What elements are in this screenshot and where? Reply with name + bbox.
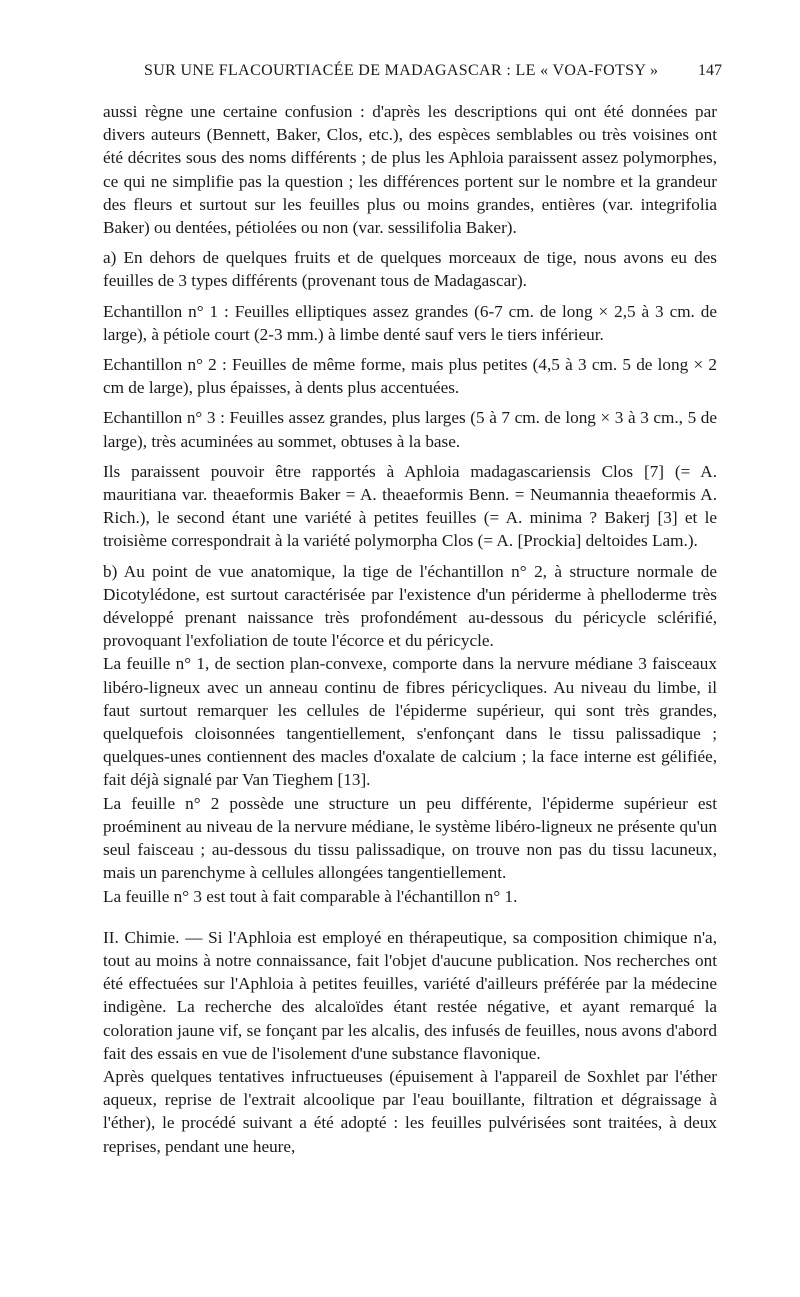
paragraph: aussi règne une certaine confusion : d'après les descriptions qui ont été données par divers auteurs (Bennett, Baker, Clos, etc.), des espèces semblables ou très voisines ont été décrites sous des noms différents ; de plus les Aphloia paraissent assez polymorphes, ce qui ne simplifie pas la question ; les différences portent sur le nombre et la grandeur des fleurs et surtout sur les feuilles plus ou moins grandes, entières (var. integrifolia Baker) ou dentées, pétiolées ou non (var. sessilifolia Baker). xyxy=(103,102,717,238)
paragraph: La feuille n° 2 possède une structure un peu différente, l'épiderme supérieur est proéminent au niveau de la nervure médiane, le système libéro-ligneux ne présente qu'un seul faisceau ; au-dessous du tissu palissadique, on trouve non pas du tissu lacuneux, mais un parenchyme à cellules allongées tangentiellement. xyxy=(103,793,717,883)
running-title: SUR UNE FLACOURTIACÉE DE MADAGASCAR : LE « VOA-FOTSY » xyxy=(144,62,659,79)
body-text xyxy=(103,100,717,1158)
paragraph: La feuille n° 3 est tout à fait comparable à l'échantillon n° 1. xyxy=(103,886,518,906)
paragraph: Echantillon n° 1 : Feuilles elliptiques assez grandes (6-7 cm. de long × 2,5 à 3 cm. de large), à pétiole court (2-3 mm.) à limbe denté sauf vers le tiers inférieur. xyxy=(103,301,717,344)
page-number: 147 xyxy=(698,62,722,79)
paragraph: b) Au point de vue anatomique, la tige de l'échantillon n° 2, à structure normale de Dicotylédone, est surtout caractérisée par l'existence d'un périderme à phelloderme très développé prenant naissance très profondément au-dessous du péricycle sclérifié, provoquant l'exfoliation de toute l'écorce et du péricycle. xyxy=(103,561,717,651)
paragraph: II. Chimie. — Si l'Aphloia est employé en thérapeutique, sa composition chimique n'a, tout au moins à notre connaissance, fait l'objet d'aucune publication. Nos recherches ont été effectuées sur l'Aphloia à petites feuilles, variété d'ailleurs préférée par la médecine indigène. La recherche des alcaloïdes étant restée négative, et ayant remarqué la coloration jaune vif, se fonçant par les alcalis, des infusés de feuilles, nous avons d'abord fait des essais en vue de l'isolement d'une substance flavonique. xyxy=(103,927,717,1063)
paragraph: Ils paraissent pouvoir être rapportés à Aphloia madagascariensis Clos [7] (= A. mauritiana var. theaeformis Baker = A. theaeformis Benn. = Neumannia theaeformis A. Rich.), le second étant une variété à petites feuilles (= A. minima ? Bakerj [3] et le troisième correspondrait à la variété polymorpha Clos (= A. [Prockia] deltoides Lam.). xyxy=(103,461,717,551)
paragraph: La feuille n° 1, de section plan-convexe, comporte dans la nervure médiane 3 faisceaux libéro-ligneux avec un anneau continu de fibres péricycliques. Au niveau du limbe, il faut surtout remarquer les cellules de l'épiderme supérieur, qui sont très grandes, quelquefois cloisonnées tangentiellement, s'enfonçant dans le tissu palissadique ; quelques-unes contiennent des macles d'oxalate de calcium ; la face interne est gélifiée, fait déjà signalé par Van Tieghem [13]. xyxy=(103,654,717,790)
paragraph: Echantillon n° 3 : Feuilles assez grandes, plus larges (5 à 7 cm. de long × 3 à 3 cm., 5 de large), très acuminées au sommet, obtuses à la base. xyxy=(103,408,717,451)
paragraph: a) En dehors de quelques fruits et de quelques morceaux de tige, nous avons eu des feuilles de 3 types différents (provenant tous de Madagascar). xyxy=(103,248,717,291)
paragraph: Echantillon n° 2 : Feuilles de même forme, mais plus petites (4,5 à 3 cm. 5 de long × 2 cm de large), plus épaisses, à dents plus accentuées. xyxy=(103,355,717,398)
running-header xyxy=(104,62,722,92)
paragraph: Après quelques tentatives infructueuses (épuisement à l'appareil de Soxhlet par l'éther aqueux, reprise de l'extrait alcoolique par l'eau bouillante, filtration et dégraissage à l'éther), le procédé suivant a été adopté : les feuilles pulvérisées sont traitées, à deux reprises, pendant une heure, xyxy=(103,1066,717,1156)
